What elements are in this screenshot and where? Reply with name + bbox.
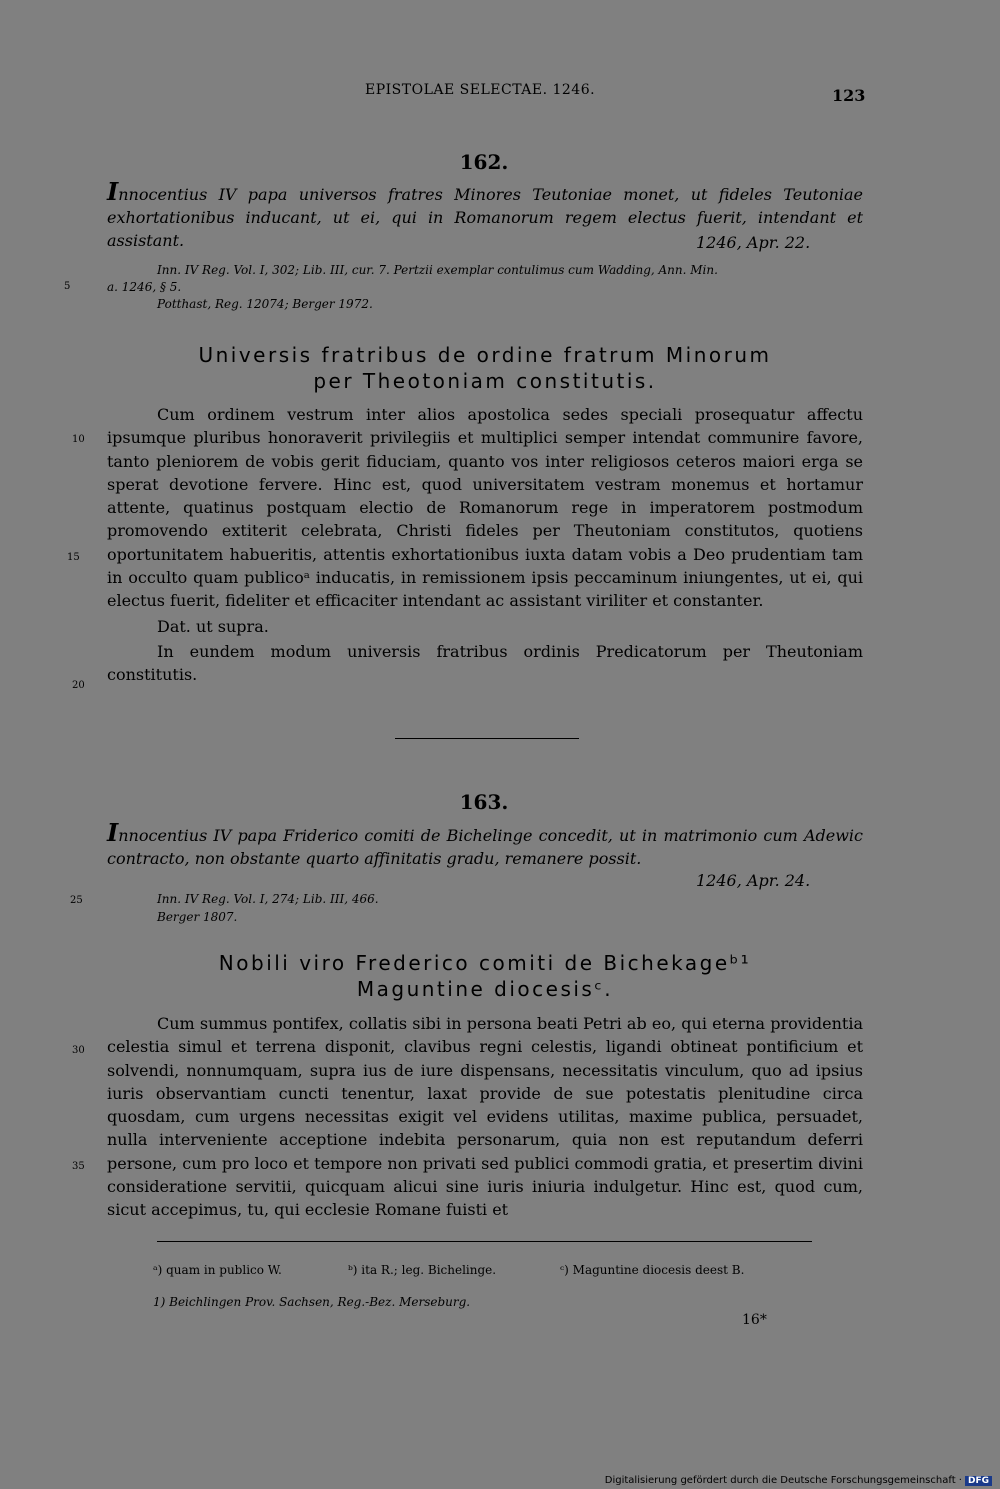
summary-text: nnocentius IV papa Friderico comiti de Bichelinge concedit, ut in matrimonio cum Adewic contracto, non obstante quarto affinitatis gradu, remanere possit. [107, 826, 863, 868]
summary-text: nnocentius IV papa universos fratres Minores Teutoniae monet, ut fideles Teutoniae exhortationibus inducant, ut ei, qui in Romanorum regem electus fuerit, intendant et assistant. [107, 185, 863, 250]
dfg-logo: DFG [965, 1476, 992, 1486]
footnote-rule [157, 1241, 812, 1242]
line-number: 15 [67, 552, 80, 563]
letter-date: 1246, Apr. 22. [696, 233, 811, 252]
letter-summary [107, 818, 863, 870]
page-number: 123 [832, 86, 866, 105]
reference-line: a. 1246, § 5. [107, 280, 182, 294]
line-number: 10 [72, 434, 85, 445]
letter-body [107, 403, 863, 687]
reference-line: Berger 1807. [157, 910, 238, 924]
reference-line: Inn. IV Reg. Vol. I, 302; Lib. III, cur. 7. Pertzii exemplar contulimus cum Wadding, Ann. Min. [157, 263, 718, 277]
letter-number: 163. [459, 790, 509, 814]
drop-cap: I [107, 818, 119, 847]
note-paragraph: In eundem modum universis fratribus ordinis Predicatorum per Theutoniam constitutis. [107, 641, 863, 685]
footnote-c: ᶜ) Maguntine diocesis deest B. [560, 1263, 745, 1277]
line-number: 5 [64, 281, 71, 292]
address-line: Maguntine diocesisᶜ. [356, 977, 614, 1001]
line-number: 30 [72, 1045, 85, 1056]
line-number: 25 [70, 895, 83, 906]
address-line: Nobili viro Frederico comiti de Bichekageᵇ¹ [218, 951, 752, 975]
reference-line: Inn. IV Reg. Vol. I, 274; Lib. III, 466. [157, 892, 379, 906]
letter-address [107, 342, 863, 394]
signature-mark: 16* [742, 1312, 767, 1328]
divider [395, 738, 579, 739]
drop-cap: I [107, 177, 119, 206]
letter-body [107, 1012, 863, 1222]
digitization-credit [605, 1475, 992, 1486]
address-line: Universis fratribus de ordine fratrum Minorum [198, 343, 772, 367]
footnote-1: 1) Beichlingen Prov. Sachsen, Reg.-Bez. Merseburg. [153, 1295, 471, 1309]
body-paragraph: Cum ordinem vestrum inter alios apostolica sedes speciali prosequatur affectu ipsumque pluribus honoraverit privilegiis et multiplici semper intendat communire favore, tanto pleniorem de vobis gerit fiduciam, quanto vos inter religiosos ceteros maiori erga se sperat devotione fervere. Hinc est, quod universitatem vestram monemus et hortamur attente, quatinus postquam electio de Romanorum rege in imperatorem postmodum promovendo extiterit celebrata, Christi fideles per Theutoniam constitutos, quotiens oportunitatem habueritis, attentis exhortationibus iuxta datam vobis a Deo prudentiam tam in occulto quam publicoᵃ inducatis, in remissionem ipsis peccaminum iniungentes, ut ei, qui electus fuerit, fideliter et efficaciter intendant ac assistant viriliter et constanter. [107, 405, 863, 611]
line-number: 20 [72, 680, 85, 691]
dat-line: Dat. ut supra. [157, 616, 269, 636]
footnote-a: ᵃ) quam in publico W. [153, 1263, 282, 1277]
letter-number: 162. [459, 150, 509, 174]
running-head: EPISTOLAE SELECTAE. 1246. [365, 82, 596, 98]
footnote-b: ᵇ) ita R.; leg. Bichelinge. [348, 1263, 497, 1277]
reference-line: Potthast, Reg. 12074; Berger 1972. [157, 297, 373, 311]
address-line: per Theotoniam constitutis. [313, 369, 657, 393]
letter-address [107, 950, 863, 1002]
credit-text: Digitalisierung gefördert durch die Deutsche Forschungsgemeinschaft · [604, 1475, 962, 1486]
body-paragraph: Cum summus pontifex, collatis sibi in persona beati Petri ab eo, qui eterna providentia celestia simul et terrena disponit, clavibus regni celestis, ligandi obtineat pontificium et solvendi, nonnumquam, supra ius de iure dispensans, necessitatis vinculum, quo ad ipsius iuris observantiam cuncti tenentur, laxat provide de sue potestatis plenitudine circa quosdam, cum urgens necessitas exigit vel evidens utilitas, maxime publica, persuadet, nulla interveniente acceptione indebita personarum, quia non est reputandum deferri persone, cum pro loco et tempore non privati sed publici commodi gratia, et presertim divini consideratione servitii, quicquam alicui sine iuris iniuria indulgetur. Hinc est, quod cum, sicut accepimus, tu, qui ecclesie Romane fuisti et [107, 1014, 863, 1220]
letter-date: 1246, Apr. 24. [696, 871, 811, 890]
line-number: 35 [72, 1161, 85, 1172]
